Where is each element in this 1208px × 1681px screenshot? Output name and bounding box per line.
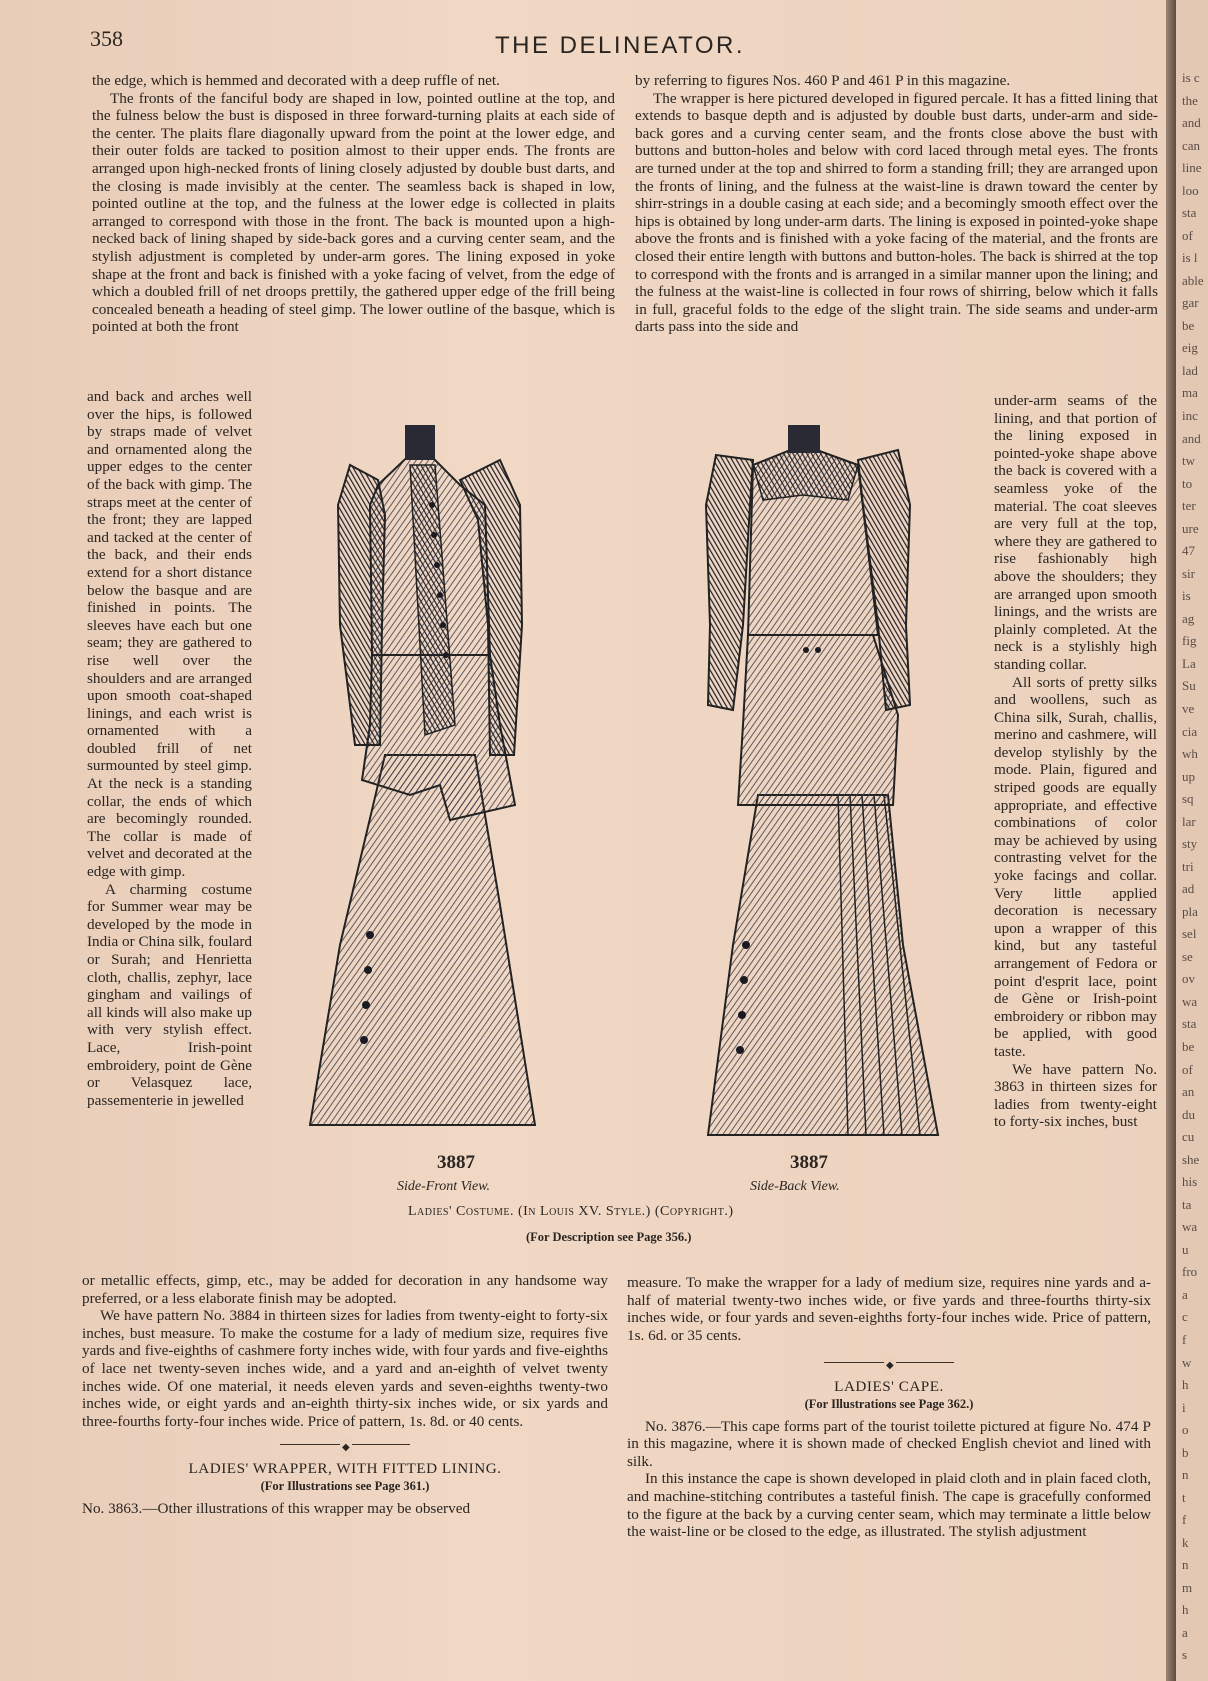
adjacent-page-fragment: o	[1182, 1422, 1189, 1438]
figure-caption: Ladies' Costume. (In Louis XV. Style.) (Copyright.)	[408, 1204, 734, 1219]
adjacent-page-fragment: du	[1182, 1106, 1195, 1122]
masthead-title: THE DELINEATOR.	[495, 32, 745, 59]
adjacent-page-fragment: ad	[1182, 881, 1195, 897]
paragraph: The fronts of the fanciful body are shaped in low, pointed outline at the top, and the fulness below the bust is disposed in three forward-turning plaits at each side of the center. The plaits flare diagonally upward from the point at the lower edge, and their outer folds are tacked to position almost to their upper ends. The fronts are arranged upon high-necked fronts of lining closely adjusted by double bust darts, and the closing is made invisibly at the center. The seamless back is shaped in low, pointed outline at the top, and the fulness at the lower edge is collected in plaits arranged to correspond with those in the front. The back is mounted upon a high-necked back of lining shaped by side-back gores and a curving center seam, and the stylish adjustment is completed by under-arm gores. The lining exposed in yoke shape at the front and back is finished with a yoke facing of velvet, from the edge of which a doubled frill of net droops prettily, the gathered upper edge of the frill being concealed beneath a heading of steel gimp. The lower outline of the basque, which is pointed at both the front	[92, 89, 615, 336]
paragraph: No. 3863.—Other illustrations of this wrapper may be observed	[82, 1499, 471, 1517]
adjacent-page-fragment: f	[1182, 1512, 1187, 1528]
adjacent-page-fragment: and	[1182, 115, 1201, 131]
paragraph: and back and arches well over the hips, is followed by straps made of velvet and ornamented along the upper edges to the center of the back with gimp. The straps meet at the center of the front; they are lapped and tacked at the center of the back, and their ends extend for a short distance below the basque and are finished in points. The sleeves have each but one seam; they are gathered to rise well over the shoulders and are arranged upon smooth coat-shaped linings, and each wrist is ornamented with a doubled frill of net surmounted by steel gimp. At the neck is a standing collar, the ends of which are becomingly rounded. The collar is made of velvet and decorated at the edge with gimp.	[87, 388, 252, 881]
paragraph: measure. To make the wrapper for a lady of medium size, requires nine yards and a-half of material twenty-two inches wide, or five yards and three-fourths thirty-six inches wide, or four yards and seven-eighths forty-four inches wide. Price of pattern, 1s. 6d. or 35 cents.	[627, 1274, 1151, 1344]
adjacent-page-fragment: is	[1182, 588, 1191, 604]
section-divider	[280, 1436, 410, 1452]
paragraph: In this instance the cape is shown developed in plaid cloth and in plain faced cloth, and machine-stitching contributes a tasteful finish. The cape is gracefully conformed to the figure at the back by a curving center seam, which may terminate a little below the waist-line or be closed to the edge, as illustrated. The stylish adjustment	[627, 1470, 1151, 1541]
adjacent-page-fragment: h	[1182, 1602, 1189, 1618]
adjacent-page-fragment: sta	[1182, 205, 1197, 221]
adjacent-page-fragment: ov	[1182, 971, 1195, 987]
adjacent-page-fragment: to	[1182, 475, 1193, 491]
adjacent-page-fragment: wh	[1182, 746, 1198, 762]
adjacent-page-fragment: s	[1182, 1647, 1188, 1663]
adjacent-page-fragment: be	[1182, 317, 1195, 333]
adjacent-page-fragment: h	[1182, 1377, 1189, 1393]
adjacent-page-fragment: b	[1182, 1444, 1189, 1460]
adjacent-page-fragment: La	[1182, 655, 1196, 671]
right-column-bottom	[627, 1274, 1151, 1541]
adjacent-page-fragment: cia	[1182, 723, 1198, 739]
adjacent-page-fragment: of	[1182, 1061, 1193, 1077]
adjacent-page-fragment: w	[1182, 1354, 1192, 1370]
adjacent-page-fragment: ve	[1182, 700, 1195, 716]
adjacent-page-fragment: of	[1182, 227, 1193, 243]
adjacent-page-fragment: inc	[1182, 408, 1198, 424]
adjacent-page-fragment: f	[1182, 1331, 1187, 1347]
adjacent-page-fragment: up	[1182, 768, 1195, 784]
right-column-narrow	[994, 392, 1157, 1131]
adjacent-page-fragment: t	[1182, 1489, 1186, 1505]
back-view-label: Side-Back View.	[750, 1179, 840, 1194]
paragraph: All sorts of pretty silks and woollens, such as China silk, Surah, challis, merino and cashmere, will develop stylishly by the mode. Plain, figured and striped goods are equally appropriate, and effective combinations of color may be achieved by using contrasting velvet for the yoke facings and collar. Very little applied decoration is necessary upon a wrapper of this kind, but any tasteful arrangement of Fedora or point d'esprit lace, point de Gène or Irish-point embroidery or ribbon may be applied, with good taste.	[994, 673, 1157, 1060]
adjacent-page-fragment: sir	[1182, 565, 1195, 581]
adjacent-page-fragment: sta	[1182, 1016, 1197, 1032]
adjacent-page-fragment: tri	[1182, 858, 1194, 874]
paragraph: The wrapper is here pictured developed in figured percale. It has a fitted lining that extends to basque depth and is adjusted by double bust darts, under-arm and side-back gores and a curving center seam, and the fronts close above the bust with buttons and button-holes and below with cord laced through metal eyes. The fronts are turned under at the top and shirred to form a standing frill; they are arranged upon the fronts of lining, and the fulness at the waist-line is drawn toward the center by shirr-strings in a double casing at each side; and a becomingly smooth effect over the hips is obtained by long under-arm darts. The lining is exposed in pointed-yoke shape above the fronts and is finished with a yoke facing of the material, and the fronts are closed their entire length with buttons and button-holes. The back is shirred at the top to correspond with the fronts and is arranged in a similar manner upon the lining; and the fulness at the waist-line is collected in four rows of shirring, below which it falls in full, graceful folds to the edge of the slight train. The side seams and under-arm darts pass into the side and	[635, 89, 1158, 336]
paragraph: by referring to figures Nos. 460 P and 461 P in this magazine.	[635, 72, 1011, 89]
paragraph: the edge, which is hemmed and decorated with a deep ruffle of net.	[92, 72, 500, 89]
adjacent-page-fragment: and	[1182, 430, 1201, 446]
adjacent-page-fragment: is c	[1182, 70, 1200, 85]
adjacent-page-fragment: ta	[1182, 1196, 1192, 1212]
adjacent-page-fragment: wa	[1182, 1219, 1198, 1235]
adjacent-page-fragment: m	[1182, 1579, 1193, 1595]
paragraph: We have pattern No. 3884 in thirteen sizes for ladies from twenty-eight to forty-six inches, bust measure. To make the costume for a lady of medium size, requires five yards and five-eighths of cashmere forty inches wide, with four yards and five-eighths of lace net twenty-seven inches wide, and a yard and an-eighth of velvet twenty inches wide. Of one material, it needs eleven yards and seven-eighths twenty-two inches wide, or eight yards and an-eighth thirty-six inches wide, or six yards and three-fourths forty-four inches wide. Price of pattern, 1s. 8d. or 40 cents.	[82, 1307, 608, 1430]
adjacent-page-fragment: n	[1182, 1467, 1189, 1483]
figure-description-ref: (For Description see Page 356.)	[526, 1230, 692, 1244]
section-heading: LADIES' WRAPPER, WITH FITTED LINING.	[188, 1460, 502, 1478]
adjacent-page-fragment: k	[1182, 1534, 1189, 1550]
adjacent-page-fragment: wa	[1182, 993, 1198, 1009]
adjacent-page-fragment: an	[1182, 1084, 1195, 1100]
section-subheading: (For Illustrations see Page 362.)	[804, 1396, 974, 1411]
adjacent-page-fragment: line	[1182, 160, 1202, 176]
adjacent-page-fragment: lar	[1182, 813, 1196, 829]
adjacent-page-fragment: able	[1182, 272, 1204, 288]
adjacent-page-fragment: c	[1182, 1309, 1188, 1325]
adjacent-page-fragment: Su	[1182, 678, 1196, 694]
adjacent-page-edge	[1176, 0, 1208, 1681]
back-pattern-number: 3887	[790, 1152, 828, 1173]
adjacent-page-fragment: gar	[1182, 295, 1199, 311]
adjacent-page-fragment: lad	[1182, 362, 1198, 378]
adjacent-page-fragment: sel	[1182, 926, 1197, 942]
adjacent-page-fragment: a	[1182, 1286, 1188, 1302]
adjacent-page-fragment: eig	[1182, 340, 1198, 356]
adjacent-page-fragment: ag	[1182, 610, 1195, 626]
section-subheading: (For Illustrations see Page 361.)	[260, 1478, 430, 1493]
paragraph: A charming costume for Summer wear may be developed by the mode in India or China silk, foulard or Surah; and Henrietta cloth, challis, zephyr, lace gingham and vailings of all kinds will also make up with very stylish effect. Lace, Irish-point embroidery, point de Gène or Velasquez lace, passementerie in jewelled	[87, 880, 252, 1109]
page-number: 358	[90, 26, 123, 51]
adjacent-page-fragment: be	[1182, 1039, 1195, 1054]
section-divider	[824, 1354, 954, 1370]
adjacent-page-fragment: ma	[1182, 385, 1198, 401]
right-column-top	[635, 72, 1158, 336]
adjacent-page-fragment: 47	[1182, 543, 1195, 559]
front-view-label: Side-Front View.	[397, 1179, 491, 1194]
adjacent-page-fragment: fig	[1182, 633, 1197, 649]
adjacent-page-fragment: is l	[1182, 250, 1198, 266]
adjacent-page-fragment: fro	[1182, 1264, 1198, 1280]
adjacent-page-fragment: ure	[1182, 520, 1199, 536]
adjacent-page-fragment: u	[1182, 1241, 1189, 1257]
paragraph: No. 3876.—This cape forms part of the tourist toilette pictured at figure No. 474 P in this magazine, where it is shown made of checked English cheviot and lined with silk.	[627, 1417, 1151, 1470]
paragraph: under-arm seams of the lining, and that portion of the lining exposed in pointed-yoke shape above the back is covered with a seamless yoke of the material. The coat sleeves are very full at the top, where they are gathered to rise fashionably high above the shoulders; they are arranged upon smooth linings, and the wrists are plainly completed. At the neck is a stylishly high standing collar.	[994, 392, 1157, 673]
adjacent-page-fragment: n	[1182, 1557, 1189, 1573]
left-column-narrow	[87, 388, 252, 1109]
divider-diamond-icon: ◆	[340, 1439, 352, 1457]
left-column-top	[92, 72, 615, 336]
adjacent-page-fragment: a	[1182, 1624, 1188, 1640]
page-gutter-shadow	[1166, 0, 1176, 1681]
adjacent-page-fragment: i	[1182, 1399, 1186, 1415]
adjacent-page-fragment: sty	[1182, 836, 1198, 852]
adjacent-page-fragment: sq	[1182, 791, 1194, 807]
section-heading: LADIES' CAPE.	[834, 1378, 944, 1396]
adjacent-page-fragment: ter	[1182, 498, 1196, 514]
adjacent-page-fragment: she	[1182, 1151, 1200, 1167]
divider-diamond-icon: ◆	[884, 1357, 896, 1375]
paragraph: or metallic effects, gimp, etc., may be added for decoration in any handsome way preferred, or a less elaborate finish may be adopted.	[82, 1272, 608, 1307]
adjacent-page-fragment: tw	[1182, 453, 1195, 469]
costume-back-illustration	[688, 425, 958, 1145]
front-pattern-number: 3887	[437, 1152, 475, 1173]
paragraph: We have pattern No. 3863 in thirteen sizes for ladies from twenty-eight to forty-six inches, bust	[994, 1060, 1157, 1131]
adjacent-page-fragment: pla	[1182, 903, 1198, 919]
adjacent-page-fragment: can	[1182, 137, 1201, 153]
adjacent-page-fragment: se	[1182, 948, 1193, 964]
adjacent-page-fragment: the	[1182, 92, 1198, 108]
adjacent-page-fragment: loo	[1182, 182, 1199, 198]
left-column-bottom	[82, 1272, 608, 1517]
adjacent-page-fragment: his	[1182, 1174, 1198, 1190]
costume-front-illustration	[300, 425, 570, 1145]
adjacent-page-fragment: cu	[1182, 1129, 1195, 1145]
